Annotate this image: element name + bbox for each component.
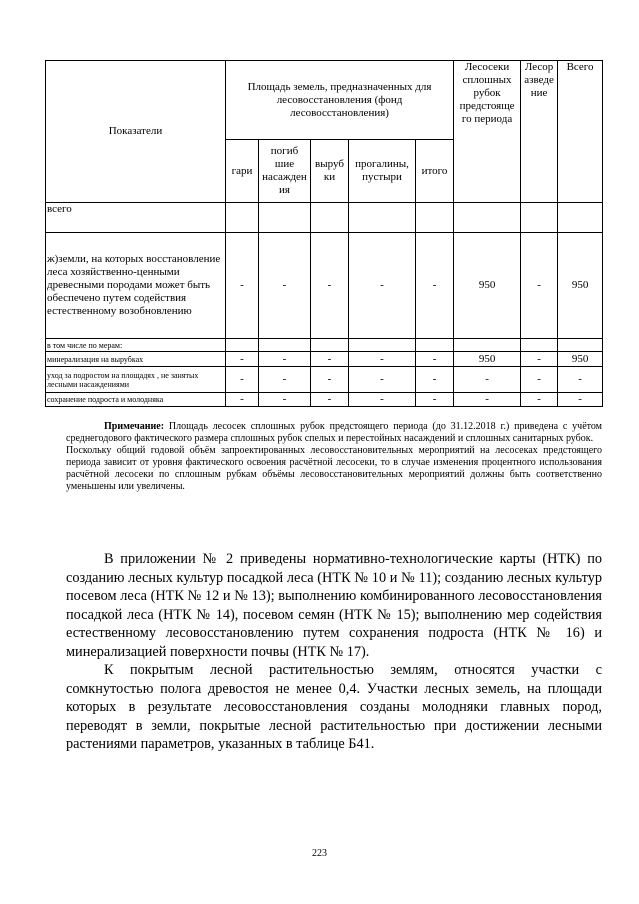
subheader-clearings: выруб ки [311, 140, 349, 203]
note-paragraph-1 [66, 421, 602, 445]
table-cell: - [454, 367, 521, 393]
table-cell: - [521, 367, 558, 393]
table-cell: - [259, 367, 311, 393]
body-paragraph-1: В приложении № 2 приведены нормативно-технологические карты (НТК) по созданию лесных культур посадкой леса (НТК № 10 и № 11); созданию лесных культур посевом леса (НТК № 12 и № 13); выполнению комбинированного лесовосстановления посадкой леса (НТК № 14), посевом семян (НТК № 15); выполнению мер содействия естественному лесовосстановлению путем сохранения подроста (НТК № 16) и минерализацией поверхности почвы (НТК № 17). [66, 551, 602, 660]
body-paragraph-2: К покрытым лесной растительностью землям, относятся участки с сомкнутостью полога древостоя не менее 0,4. Участки лесных земель, на площади которых в результате лесовосстановления созданы молодняки главных пород, переводят в земли, покрытые лесной растительностью при достижении лесными растениями параметров, указанных в таблице Б41. [66, 662, 602, 752]
table-row [46, 339, 603, 352]
table-cell [259, 203, 311, 233]
table-cell: - [311, 393, 349, 407]
table-note [66, 421, 602, 493]
reforestation-table [45, 60, 603, 407]
table-cell [349, 339, 416, 352]
table-cell: - [311, 233, 349, 339]
subheader-dead-stands: погиб шие насажден ия [259, 140, 311, 203]
table-cell [311, 339, 349, 352]
header-indicators: Показатели [46, 61, 226, 203]
header-total: Всего [558, 61, 603, 203]
table-row [46, 233, 603, 339]
table-cell: 950 [454, 233, 521, 339]
table-cell [349, 203, 416, 233]
note-text-1: Площадь лесосек сплошных рубок предстоящего периода (до 31.12.2018 г.) приведена с учётом среднегодового фактического размера сплошных рубок спелых и перестойных насаждений и сплошных санитарных рубок. [66, 421, 603, 444]
table-cell [454, 203, 521, 233]
table-cell: - [226, 367, 259, 393]
body-text [66, 550, 602, 754]
table-cell: - [521, 233, 558, 339]
table-cell: - [521, 352, 558, 367]
table-cell [558, 203, 603, 233]
table-cell: - [349, 233, 416, 339]
subheader-subtotal: итого [416, 140, 454, 203]
row-label: минерализация на вырубках [46, 352, 226, 367]
table-row [46, 393, 603, 407]
table-row [46, 367, 603, 393]
table-cell [259, 339, 311, 352]
table-cell [521, 203, 558, 233]
row-label: уход за подростом на площадях , не занятых лесными насаждениями [46, 367, 226, 393]
table-cell: - [558, 367, 603, 393]
table-cell: - [349, 367, 416, 393]
table-cell: - [416, 367, 454, 393]
table-cell [226, 339, 259, 352]
table-cell: - [416, 393, 454, 407]
row-label: всего [46, 203, 226, 233]
header-clearcut: Лесосеки сплошных рубок предстояще го периода [454, 61, 521, 203]
table-cell [311, 203, 349, 233]
header-reforest: Лесор азведе ние [521, 61, 558, 203]
table-cell [454, 339, 521, 352]
table-cell [226, 203, 259, 233]
table-cell [521, 339, 558, 352]
table-cell [416, 339, 454, 352]
table-cell: - [226, 233, 259, 339]
table-row [46, 352, 603, 367]
table-cell: - [226, 393, 259, 407]
table-cell: - [558, 393, 603, 407]
table-cell: - [454, 393, 521, 407]
subheader-glades: прогалины, пустыри [349, 140, 416, 203]
table-cell [416, 203, 454, 233]
table-row [46, 203, 603, 233]
page-number: 223 [312, 848, 327, 859]
note-label: Примечание: [104, 421, 165, 432]
table-cell: - [259, 393, 311, 407]
table-cell: 950 [454, 352, 521, 367]
subheader-fires: гари [226, 140, 259, 203]
row-label: ж)земли, на которых восстановление леса хозяйственно-ценными древесными породами может быть обеспечено путем содействия естественному возобновлению [46, 233, 226, 339]
table-cell: - [259, 233, 311, 339]
row-label: сохранение подроста и молодняка [46, 393, 226, 407]
header-area-group: Площадь земель, предназначенных для лесовосстановления (фонд лесовосстановления) [226, 61, 454, 140]
table-cell: - [311, 352, 349, 367]
table-cell: - [349, 352, 416, 367]
table-cell: - [416, 233, 454, 339]
note-text-2: Поскольку общий годовой объём запроектированных лесовосстановительных мероприятий на лесосеках предстоящего периода зависит от уровня фактического освоения расчётной лесосеки, то в случае изменения процентного использования расчётной лесосеки по сплошным рубкам объёмы лесовосстановительных мероприятий должны быть соответственно уменьшены или увеличены. [66, 445, 602, 492]
table-cell: 950 [558, 233, 603, 339]
table-cell: - [311, 367, 349, 393]
table-cell: - [226, 352, 259, 367]
table-cell: - [259, 352, 311, 367]
table-cell [558, 339, 603, 352]
row-label: в том числе по мерам: [46, 339, 226, 352]
table-cell: - [349, 393, 416, 407]
table-cell: 950 [558, 352, 603, 367]
table-cell: - [521, 393, 558, 407]
table-cell: - [416, 352, 454, 367]
